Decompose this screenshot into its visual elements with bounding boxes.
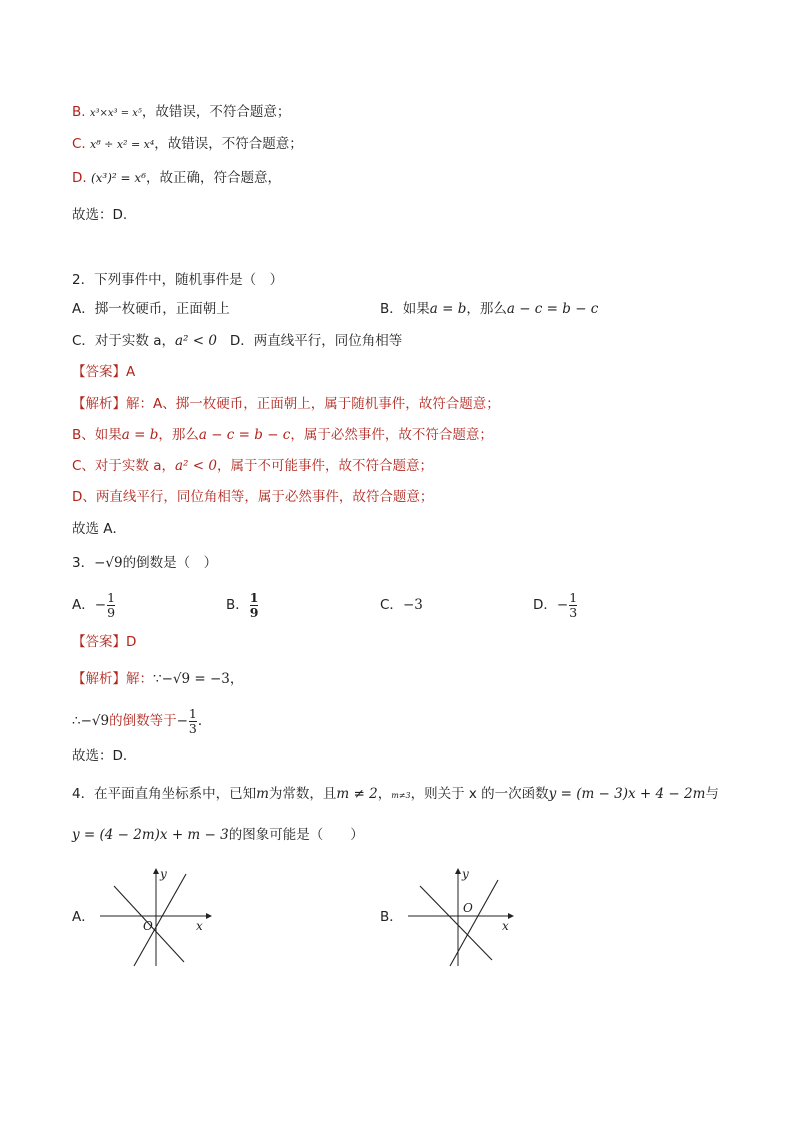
- q3-choice: 故选：D．: [72, 748, 137, 764]
- q2-option-a: A．掷一枚硬币，正面朝上: [72, 301, 230, 317]
- y-axis-arrow: [153, 868, 159, 874]
- denominator: 3: [569, 604, 578, 620]
- numerator: 1: [107, 589, 116, 605]
- q4-option-a-label: A．: [72, 909, 95, 925]
- q3-analysis-2: [72, 703, 211, 739]
- q3-option-d: [533, 588, 578, 622]
- fraction: [569, 591, 577, 620]
- q2-options-cd: [72, 331, 402, 351]
- stem-condition: m ≠ 2: [336, 786, 378, 802]
- fraction: [107, 591, 115, 620]
- q3-option-c: [380, 588, 423, 622]
- condition: a = b: [429, 301, 467, 317]
- formula: (x³)² = x⁶: [90, 171, 146, 185]
- answer-tag: 【答案】: [72, 634, 126, 650]
- answer-tag: 【答案】: [72, 364, 126, 380]
- q3-option-b: [226, 588, 259, 622]
- sign: −: [176, 713, 188, 729]
- analysis-mid: ，那么: [158, 427, 199, 443]
- q2-analysis-c: [72, 456, 433, 476]
- q4-stem-line2: [72, 825, 364, 845]
- numerator: 1: [249, 589, 259, 605]
- function-line-1: [134, 874, 186, 966]
- q2-analysis-a: [72, 394, 500, 414]
- q4-graph-a: [96, 866, 216, 970]
- option-letter: B.: [72, 104, 86, 120]
- condition: a = b: [121, 427, 159, 443]
- option-text: ，故错误，不符合题意；: [154, 136, 303, 152]
- y-axis-label: y: [462, 867, 469, 881]
- option-mid: ，那么: [466, 301, 507, 317]
- q4-stem-line1: [72, 784, 719, 806]
- stem-function: y = (4 − 2m)x + m − 3: [72, 827, 229, 843]
- q2-choice: 故选 A．: [72, 521, 127, 537]
- q1-choice: 故选：D.: [72, 207, 128, 223]
- option-prefix: B．如果: [380, 301, 430, 317]
- stem-function: y = (m − 3)x + 4 − 2m: [548, 786, 706, 802]
- formula: x⁸ ÷ x² = x⁴: [90, 138, 155, 151]
- analysis-math: ∵−√9 = −3: [153, 671, 230, 687]
- stem-var: m: [256, 786, 269, 802]
- stem-condition: m≠3: [391, 791, 411, 800]
- answer-value: A: [126, 364, 136, 380]
- analysis-tag: 【解析】: [72, 396, 126, 412]
- stem-text: ，: [377, 786, 392, 802]
- x-axis-label: x: [502, 919, 509, 933]
- result: a − c = b − c: [506, 301, 599, 317]
- numerator: 1: [569, 589, 578, 605]
- analysis-suffix: ，: [229, 671, 244, 687]
- option-letter: C.: [72, 136, 86, 152]
- answer-value: D: [126, 634, 137, 650]
- q2-analysis-d: D、两直线平行，同位角相等，属于必然事件，故符合题意；: [72, 489, 434, 505]
- fraction: [250, 591, 259, 620]
- q1-option-d: [72, 168, 281, 188]
- option-text: ，故错误，不符合题意；: [141, 104, 291, 120]
- analysis-suffix: ，属于不可能事件，故不符合题意；: [216, 458, 433, 474]
- q2-stem: 2．下列事件中，随机事件是（ ）: [72, 272, 284, 288]
- option-value: −3: [402, 597, 423, 613]
- analysis-math: ∴−√9: [72, 713, 110, 729]
- result: a − c = b − c: [198, 427, 291, 443]
- q3-stem: [72, 553, 217, 573]
- denominator: 9: [249, 604, 259, 620]
- q3-answer: [72, 632, 136, 652]
- q1-option-b: [72, 102, 290, 124]
- stem-text: 4．在平面直角坐标系中，已知: [72, 786, 257, 802]
- analysis-tag: 【解析】: [72, 671, 126, 687]
- x-axis-label: x: [196, 919, 203, 933]
- option-c-prefix: C．对于实数 a，: [72, 333, 175, 349]
- analysis-prefix: C、对于实数 a，: [72, 458, 175, 474]
- question-number: 3．: [72, 555, 95, 571]
- analysis-text: 解：A、掷一枚硬币，正面朝上，属于随机事件，故符合题意；: [126, 396, 500, 412]
- denominator: 9: [107, 604, 116, 620]
- analysis-math: a² < 0: [175, 458, 217, 474]
- option-c-math: a² < 0: [175, 333, 217, 349]
- q3-analysis-1: [72, 669, 243, 689]
- origin-label: O: [143, 919, 153, 933]
- denominator: 3: [188, 720, 197, 736]
- q2-answer: [72, 362, 135, 382]
- stem-text: 与: [705, 786, 719, 802]
- stem-math: −√9: [94, 555, 123, 571]
- option-text: ，故正确，符合题意，: [146, 170, 281, 186]
- sign: −: [556, 597, 569, 613]
- option-label: B．: [226, 597, 249, 613]
- stem-suffix: 的倒数是（ ）: [122, 555, 218, 571]
- x-axis-arrow: [206, 913, 212, 919]
- stem-text: ，则关于 x 的一次函数: [410, 786, 549, 802]
- q2-option-b: [380, 299, 598, 319]
- stem-text: 为常数，且: [268, 786, 337, 802]
- function-line-2: [420, 886, 492, 960]
- sign: −: [94, 597, 107, 613]
- analysis-prefix: B、如果: [72, 427, 122, 443]
- formula: x³×x³ = x⁵: [89, 108, 142, 119]
- fraction: [189, 707, 197, 736]
- q1-option-c: [72, 134, 303, 155]
- origin-label: O: [463, 901, 473, 915]
- analysis-end: ．: [197, 713, 212, 729]
- q2-analysis-b: [72, 425, 493, 445]
- numerator: 1: [188, 705, 197, 721]
- y-axis-arrow: [455, 868, 461, 874]
- q3-option-a: [72, 588, 116, 622]
- option-d: D．两直线平行，同位角相等: [229, 333, 403, 349]
- x-axis-arrow: [508, 913, 514, 919]
- option-label: D．: [533, 597, 557, 613]
- option-label: C．: [380, 597, 403, 613]
- q4-graph-b: [400, 866, 520, 970]
- q4-option-b-label: B．: [380, 909, 403, 925]
- y-axis-label: y: [160, 867, 167, 881]
- analysis-mid: 的倒数等于: [109, 713, 177, 729]
- analysis-suffix: ，属于必然事件，故不符合题意；: [290, 427, 493, 443]
- analysis-prefix: 解：: [126, 671, 153, 687]
- option-letter: D.: [72, 170, 87, 186]
- stem-text: 的图象可能是（ ）: [228, 827, 364, 843]
- function-line-1: [450, 880, 498, 966]
- option-label: A．: [72, 597, 95, 613]
